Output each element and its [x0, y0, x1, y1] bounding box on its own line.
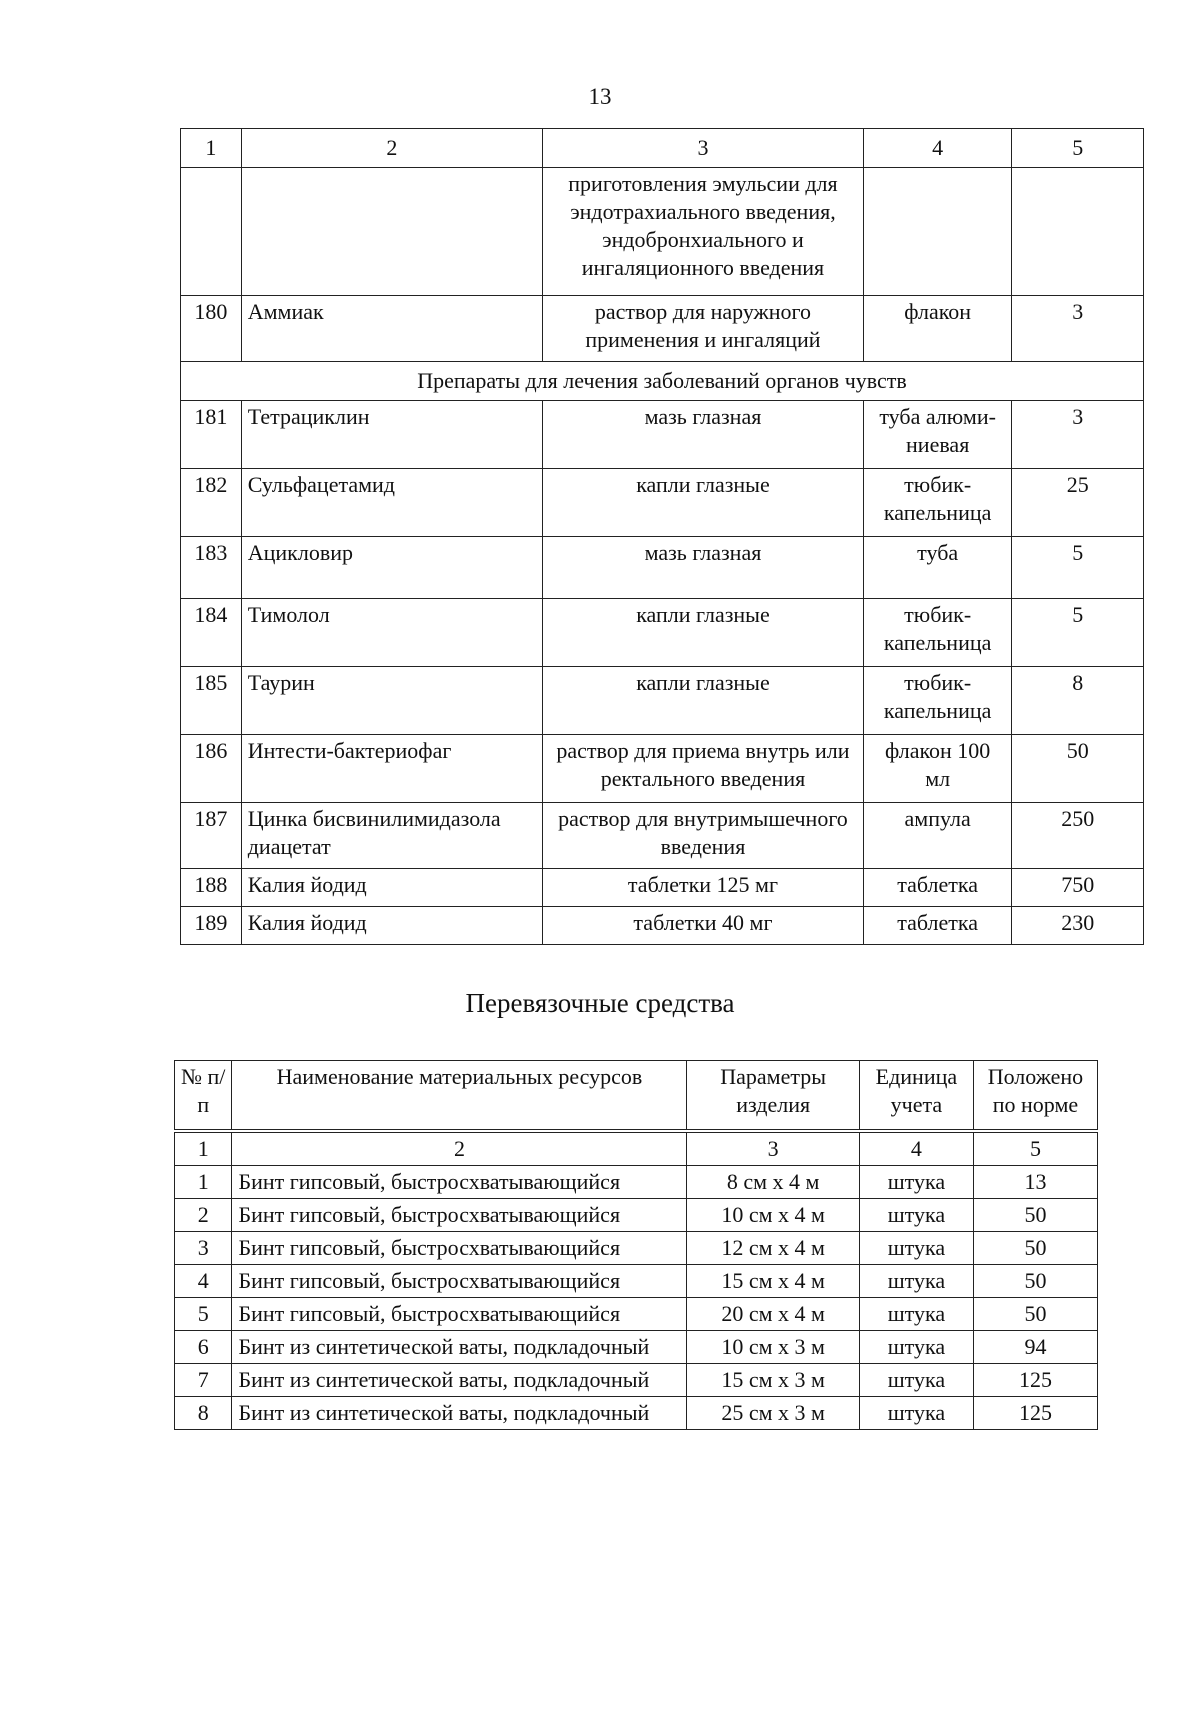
row-unit: тюбик-капельница [863, 469, 1012, 537]
row-form: таблетки 40 мг [543, 907, 864, 945]
row-name: Ацикловир [241, 537, 542, 599]
row-number: 183 [181, 537, 242, 599]
table-row [175, 1331, 1098, 1364]
row-qty: 94 [973, 1331, 1097, 1364]
row-qty: 50 [973, 1199, 1097, 1232]
row-unit: штука [859, 1166, 973, 1199]
row-qty: 5 [1012, 599, 1144, 667]
table-row [181, 907, 1144, 945]
row-qty: 50 [973, 1298, 1097, 1331]
row-form: приготовления эмульсии для эндотрахиального введения, эндобронхиального и ингаляционного введения [543, 168, 864, 296]
row-number: 188 [181, 869, 242, 907]
header-row [175, 1061, 1098, 1132]
row-unit: штука [859, 1364, 973, 1397]
row-form: капли глазные [543, 469, 864, 537]
row-unit: штука [859, 1331, 973, 1364]
row-unit: штука [859, 1397, 973, 1430]
row-params: 15 см х 3 м [687, 1364, 859, 1397]
row-name: Бинт из синтетической ваты, подкладочный [232, 1397, 687, 1430]
row-name: Бинт из синтетической ваты, подкладочный [232, 1331, 687, 1364]
row-unit: штука [859, 1199, 973, 1232]
row-name: Таурин [241, 667, 542, 735]
table-row [175, 1166, 1098, 1199]
header-num: № п/п [175, 1061, 232, 1132]
row-qty: 25 [1012, 469, 1144, 537]
row-number: 5 [175, 1298, 232, 1331]
table-row [175, 1199, 1098, 1232]
row-number: 1 [175, 1166, 232, 1199]
row-qty: 3 [1012, 296, 1144, 362]
row-unit: штука [859, 1232, 973, 1265]
row-form: мазь глазная [543, 401, 864, 469]
row-name: Цинка бисвинилимидазола диацетат [241, 803, 542, 869]
row-unit: тюбик-капельница [863, 667, 1012, 735]
row-number: 2 [175, 1199, 232, 1232]
header-unit: Единица учета [859, 1061, 973, 1132]
section-row [181, 362, 1144, 401]
column-number-row [181, 129, 1144, 168]
table-row [181, 296, 1144, 362]
row-name: Тимолол [241, 599, 542, 667]
table-row [175, 1298, 1098, 1331]
col-number-cell: 4 [859, 1131, 973, 1166]
page-number: 13 [588, 84, 612, 109]
row-name: Калия йодид [241, 907, 542, 945]
row-name: Сульфацетамид [241, 469, 542, 537]
table-row [181, 537, 1144, 599]
row-number: 186 [181, 735, 242, 803]
row-form: капли глазные [543, 667, 864, 735]
row-qty: 250 [1012, 803, 1144, 869]
row-number: 180 [181, 296, 242, 362]
row-form: раствор для наружного применения и ингаляций [543, 296, 864, 362]
row-qty: 230 [1012, 907, 1144, 945]
row-name: Бинт гипсовый, быстросхватывающийся [232, 1166, 687, 1199]
table-row [181, 667, 1144, 735]
row-qty: 50 [973, 1265, 1097, 1298]
row-form: капли глазные [543, 599, 864, 667]
continuation-row [181, 168, 1144, 296]
row-number: 4 [175, 1265, 232, 1298]
medicines-table [180, 128, 1144, 945]
table-row [175, 1232, 1098, 1265]
col-number-cell: 3 [687, 1131, 859, 1166]
row-qty: 125 [973, 1397, 1097, 1430]
row-form: раствор для внутримышечного введения [543, 803, 864, 869]
row-unit: туба алюми-ниевая [863, 401, 1012, 469]
dressings-table [174, 1060, 1098, 1430]
row-number [181, 168, 242, 296]
header-qty: Положено по норме [973, 1061, 1097, 1132]
row-qty: 3 [1012, 401, 1144, 469]
row-unit: таблетка [863, 869, 1012, 907]
row-params: 10 см х 4 м [687, 1199, 859, 1232]
table-row [175, 1397, 1098, 1430]
row-qty: 50 [973, 1232, 1097, 1265]
row-number: 3 [175, 1232, 232, 1265]
row-qty: 8 [1012, 667, 1144, 735]
row-name: Бинт гипсовый, быстросхватывающийся [232, 1298, 687, 1331]
col-number-cell: 2 [241, 129, 542, 168]
row-qty: 13 [973, 1166, 1097, 1199]
table-row [175, 1265, 1098, 1298]
row-unit: ампула [863, 803, 1012, 869]
row-form: таблетки 125 мг [543, 869, 864, 907]
col-number-cell: 3 [543, 129, 864, 168]
row-unit: штука [859, 1265, 973, 1298]
row-name: Бинт гипсовый, быстросхватывающийся [232, 1232, 687, 1265]
section-heading: Препараты для лечения заболеваний органов чувств [181, 362, 1144, 401]
row-number: 8 [175, 1397, 232, 1430]
row-qty: 125 [973, 1364, 1097, 1397]
row-number: 187 [181, 803, 242, 869]
section-title: Перевязочные средства [465, 988, 735, 1018]
row-params: 8 см х 4 м [687, 1166, 859, 1199]
row-form: мазь глазная [543, 537, 864, 599]
column-number-row [175, 1131, 1098, 1166]
row-unit: туба [863, 537, 1012, 599]
row-unit: таблетка [863, 907, 1012, 945]
row-name: Аммиак [241, 296, 542, 362]
table-row [181, 401, 1144, 469]
col-number-cell: 2 [232, 1131, 687, 1166]
row-params: 15 см х 4 м [687, 1265, 859, 1298]
table-row [181, 803, 1144, 869]
row-params: 12 см х 4 м [687, 1232, 859, 1265]
row-name: Тетрациклин [241, 401, 542, 469]
row-number: 181 [181, 401, 242, 469]
table-row [181, 869, 1144, 907]
row-number: 184 [181, 599, 242, 667]
row-unit: флакон 100 мл [863, 735, 1012, 803]
row-params: 25 см х 3 м [687, 1397, 859, 1430]
row-qty: 5 [1012, 537, 1144, 599]
col-number-cell: 5 [1012, 129, 1144, 168]
row-unit: тюбик-капельница [863, 599, 1012, 667]
row-number: 182 [181, 469, 242, 537]
row-qty [1012, 168, 1144, 296]
col-number-cell: 1 [181, 129, 242, 168]
row-name: Бинт из синтетической ваты, подкладочный [232, 1364, 687, 1397]
row-name: Интести-бактериофаг [241, 735, 542, 803]
row-number: 189 [181, 907, 242, 945]
table-row [181, 599, 1144, 667]
row-number: 185 [181, 667, 242, 735]
row-params: 10 см х 3 м [687, 1331, 859, 1364]
row-name: Бинт гипсовый, быстросхватывающийся [232, 1265, 687, 1298]
table-row [175, 1364, 1098, 1397]
row-name: Бинт гипсовый, быстросхватывающийся [232, 1199, 687, 1232]
row-name [241, 168, 542, 296]
table-row [181, 469, 1144, 537]
row-name: Калия йодид [241, 869, 542, 907]
col-number-cell: 4 [863, 129, 1012, 168]
col-number-cell: 1 [175, 1131, 232, 1166]
row-unit: штука [859, 1298, 973, 1331]
row-params: 20 см х 4 м [687, 1298, 859, 1331]
row-number: 7 [175, 1364, 232, 1397]
row-unit [863, 168, 1012, 296]
table-row [181, 735, 1144, 803]
row-number: 6 [175, 1331, 232, 1364]
header-name: Наименование материальных ресурсов [232, 1061, 687, 1132]
row-unit: флакон [863, 296, 1012, 362]
row-qty: 50 [1012, 735, 1144, 803]
col-number-cell: 5 [973, 1131, 1097, 1166]
row-form: раствор для приема внутрь или ректального введения [543, 735, 864, 803]
header-params: Параметры изделия [687, 1061, 859, 1132]
row-qty: 750 [1012, 869, 1144, 907]
